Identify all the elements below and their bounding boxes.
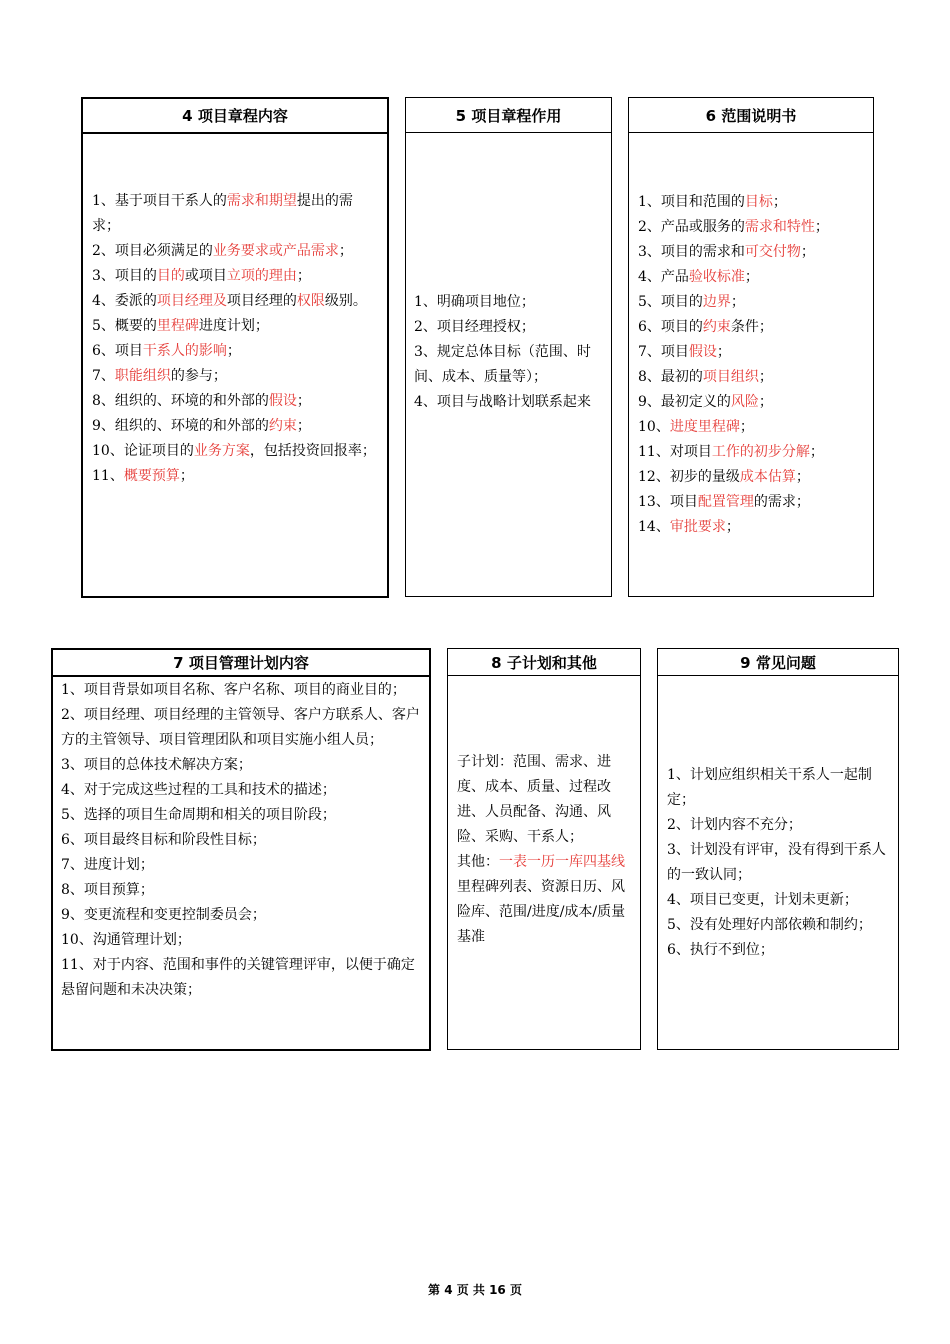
highlight-text: 干系人的影响 [142,343,227,359]
item-text: ，包括投资回报率； [249,443,376,459]
highlight-text: 假设 [268,393,297,409]
highlight-text: 风险 [730,394,759,410]
panel-charter-role [405,97,612,597]
item-text: 12、初步的量级 [638,469,740,485]
item-text: 8、组织的、环境的和外部的 [92,393,269,409]
panel-title: 6 范围说明书 [629,98,873,133]
item-text: 2、项目经理、项目经理的主管领导、客户方联系人、客户方的主管领导、项目管理团队和项目实施小组人员； [61,707,420,748]
highlight-text: 里程碑 [156,318,199,334]
item-text: 8、最初的 [638,369,703,385]
panel-scope-statement [628,97,874,597]
list-item [667,838,892,888]
list-item [414,290,605,315]
item-text: 3、项目的总体技术解决方案； [61,757,252,773]
item-text: 项目经理的 [226,293,297,309]
list-item [638,290,867,315]
list-item [61,803,423,828]
highlight-text: 成本估算 [739,469,796,485]
list-item [92,264,379,289]
list-item [61,878,423,903]
list-item [638,340,867,365]
panel-title: 7 项目管理计划内容 [53,650,429,677]
highlight-text: 边界 [702,294,731,310]
list-item [92,464,379,489]
list-item [61,753,423,778]
highlight-text: 目标 [744,194,773,210]
item-text: ； [226,343,241,359]
list-item [638,315,867,340]
list-item [638,365,867,390]
item-text: 4、项目已变更，计划未更新； [667,892,858,908]
item-text: 或项目 [184,268,227,284]
highlight-text: 需求和特性 [744,219,815,235]
list-item [457,875,634,950]
item-text: 5、选择的项目生命周期和相关的项目阶段； [61,807,336,823]
item-text: 6、项目最终目标和阶段性目标； [61,832,266,848]
panel-title: 5 项目章程作用 [406,98,611,133]
list-item [61,928,423,953]
list-item [638,190,867,215]
list-item [638,265,867,290]
list-item [92,364,379,389]
list-item [61,903,423,928]
highlight-text: 权限 [296,293,325,309]
highlight-text: 配置管理 [697,494,754,510]
highlight-text: 职能组织 [114,368,171,384]
list-item [92,414,379,439]
item-text: ； [795,469,810,485]
list-item [638,515,867,540]
panel-common-issues [657,648,899,1050]
panel-body [83,189,387,489]
item-text: 其他： [457,854,499,870]
item-text: ； [338,243,353,259]
item-text: 10、 [638,419,670,435]
item-text: 级别。 [324,293,367,309]
highlight-text: 项目经理及 [156,293,227,309]
page-footer: 第 4 页 共 16 页 [428,1283,522,1297]
list-item [61,703,423,753]
list-item [667,763,892,813]
panel-title: 8 子计划和其他 [448,649,640,676]
item-text: ； [744,269,759,285]
list-item [61,778,423,803]
item-text: 2、产品或服务的 [638,219,745,235]
panel-body [629,190,873,540]
item-text: 6、项目的 [638,319,703,335]
highlight-text: 项目组织 [702,369,759,385]
item-text: 11、 [92,468,124,484]
item-text: 9、组织的、环境的和外部的 [92,418,269,434]
panel-body [406,290,611,415]
list-item [61,853,423,878]
item-text: 提出的需求； [92,193,353,234]
list-item [667,938,892,963]
list-item [92,389,379,414]
item-text: 6、执行不到位； [667,942,774,958]
item-text: ； [800,244,815,260]
item-text: ； [758,369,773,385]
item-text: 4、产品 [638,269,689,285]
list-item [414,340,605,390]
panel-subplans [447,648,641,1050]
item-text: ； [296,393,311,409]
list-item [667,888,892,913]
item-text: 7、进度计划； [61,857,154,873]
panel-body [53,678,429,1003]
item-text: 3、计划没有评审，没有得到干系人的一致认同； [667,842,886,883]
item-text: 5、项目的 [638,294,703,310]
highlight-text: 可交付物 [744,244,801,260]
list-item [667,813,892,838]
highlight-text: 业务方案 [193,443,250,459]
highlight-text: 一表一历一库四基线 [499,854,625,870]
item-text: 的需求； [753,494,810,510]
item-text: 11、对于内容、范围和事件的关键管理评审，以便于确定悬留问题和未决决策； [61,957,415,998]
highlight-text: 约束 [268,418,297,434]
item-text: 子计划：范围、需求、进度、成本、质量、过程改进、人员配备、沟通、风险、采购、干系人； [457,754,611,845]
item-text: 4、对于完成这些过程的工具和技术的描述； [61,782,336,798]
panel-charter-content [81,97,389,598]
item-text: ； [730,294,745,310]
item-text: ； [814,219,829,235]
item-text: 条件； [730,319,773,335]
list-item [92,189,379,239]
item-text: ； [296,418,311,434]
item-text: 2、项目经理授权； [414,319,535,335]
item-text: 的参与； [170,368,227,384]
panel-title: 4 项目章程内容 [83,99,387,134]
item-text: 里程碑列表、资源日历、风险库、范围/进度/成本/质量基准 [457,879,626,945]
item-text: 8、项目预算； [61,882,154,898]
list-item [638,390,867,415]
item-text: 7、 [92,368,115,384]
highlight-text: 需求和期望 [226,193,297,209]
list-item [638,465,867,490]
item-text: 5、概要的 [92,318,157,334]
list-item [61,828,423,853]
list-item [414,390,605,415]
highlight-text: 工作的初步分解 [711,444,810,460]
item-text: ； [179,468,194,484]
item-text: ； [716,344,731,360]
item-text: 2、计划内容不充分； [667,817,802,833]
item-text: 14、 [638,519,670,535]
highlight-text: 验收标准 [688,269,745,285]
list-item [638,215,867,240]
panel-plan-content [51,648,431,1051]
item-text: 1、项目背景如项目名称、客户名称、项目的商业目的； [61,682,406,698]
highlight-text: 目的 [156,268,185,284]
item-text: 1、明确项目地位； [414,294,535,310]
list-item [61,953,423,1003]
item-text: ； [296,268,311,284]
item-text: 7、项目 [638,344,689,360]
panel-body [658,763,898,963]
list-item [61,678,423,703]
list-item [638,415,867,440]
item-text: 11、对项目 [638,444,712,460]
item-text: 3、项目的 [92,268,157,284]
item-text: 10、论证项目的 [92,443,194,459]
item-text: ； [772,194,787,210]
list-item [457,850,634,875]
item-text: 3、项目的需求和 [638,244,745,260]
item-text: ； [758,394,773,410]
list-item [638,240,867,265]
highlight-text: 进度里程碑 [669,419,740,435]
item-text: 2、项目必须满足的 [92,243,213,259]
item-text: 3、规定总体目标（范围、时间、成本、质量等）； [414,344,591,385]
item-text: 9、最初定义的 [638,394,731,410]
item-text: ； [809,444,824,460]
item-text: 1、计划应组织相关干系人一起制定； [667,767,872,808]
item-text: ； [725,519,740,535]
highlight-text: 立项的理由 [226,268,297,284]
highlight-text: 概要预算 [123,468,180,484]
highlight-text: 假设 [688,344,717,360]
item-text: 10、沟通管理计划； [61,932,191,948]
list-item [92,239,379,264]
highlight-text: 约束 [702,319,731,335]
list-item [638,490,867,515]
item-text: 1、项目和范围的 [638,194,745,210]
item-text: 4、委派的 [92,293,157,309]
list-item [92,289,379,314]
list-item [457,750,634,850]
item-text: 9、变更流程和变更控制委员会； [61,907,266,923]
list-item [92,314,379,339]
list-item [414,315,605,340]
item-text: 4、项目与战略计划联系起来 [414,394,591,410]
list-item [638,440,867,465]
panel-body [448,750,640,950]
item-text: 13、项目 [638,494,698,510]
list-item [667,913,892,938]
list-item [92,439,379,464]
panel-title: 9 常见问题 [658,649,898,676]
item-text: 5、没有处理好内部依赖和制约； [667,917,872,933]
item-text: ； [739,419,754,435]
highlight-text: 审批要求 [669,519,726,535]
list-item [92,339,379,364]
item-text: 1、基于项目干系人的 [92,193,227,209]
item-text: 6、项目 [92,343,143,359]
item-text: 进度计划； [198,318,269,334]
highlight-text: 业务要求或产品需求 [212,243,339,259]
